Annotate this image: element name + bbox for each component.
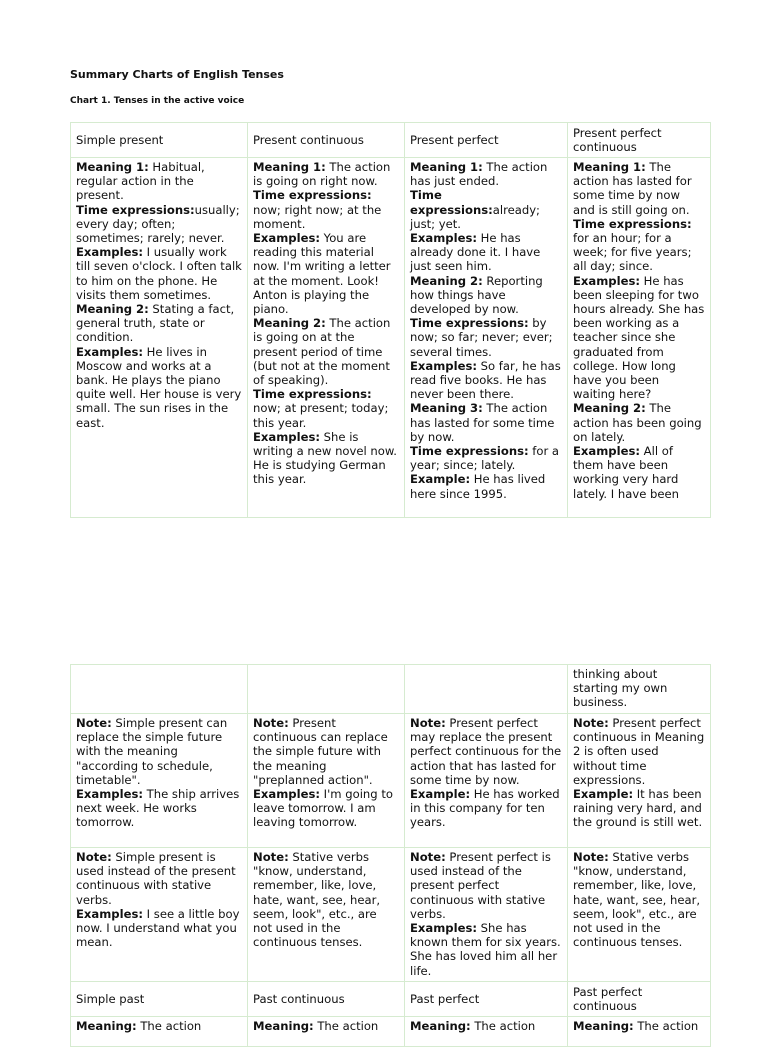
segment-label: Note: — [573, 850, 609, 864]
header-past-perfect: Past perfect — [405, 982, 568, 1017]
header-simple-present: Simple present — [71, 123, 248, 158]
text-segment — [573, 444, 679, 501]
segment-text: The action — [136, 1019, 202, 1033]
segment-label: Note: — [76, 716, 112, 730]
text-segment — [573, 217, 692, 274]
segment-text: by now; so far; never; ever; several times. — [410, 316, 553, 359]
segment-text: She has known them for six years. She has loved him all her life. — [410, 921, 561, 978]
text-segment — [410, 188, 540, 230]
text-segment — [410, 274, 543, 316]
cut-cell-past-perfect — [405, 1017, 568, 1047]
text-segment — [573, 787, 702, 829]
segment-text: now; right now; at the moment. — [253, 202, 382, 231]
text-segment — [573, 160, 692, 217]
segment-label: Meaning 2: — [76, 302, 149, 317]
segment-text: Present perfect is used instead of the present perfect continuous with stative verbs. — [410, 850, 551, 921]
segment-text: He lives in Moscow and works at a bank. He plays the piano quite well. Her house is very small. The sun rises in the east. — [76, 344, 242, 430]
segment-label: Note: — [410, 716, 446, 730]
segment-text: The action has lasted for some time by now. — [410, 401, 555, 444]
cut-cell-simple-past — [71, 1017, 248, 1047]
segment-text: The action has been going on lately. — [573, 401, 702, 444]
segment-text: He has worked in this company for ten years. — [410, 787, 560, 830]
text-segment — [573, 1019, 698, 1033]
segment-label: Examples: — [253, 787, 320, 802]
text-segment — [76, 850, 236, 907]
segment-text: I usually work till seven o'clock. I often talk to him on the phone. He visits them sometimes. — [76, 245, 242, 302]
segment-label: Note: — [253, 716, 289, 730]
header-present-continuous: Present continuous — [248, 123, 405, 158]
segment-text: for an hour; for a week; for five years; all day; since. — [573, 231, 692, 274]
text-segment — [573, 274, 704, 402]
segment-label: Examples: — [410, 358, 477, 373]
text-segment — [253, 188, 381, 230]
segment-label: Examples: — [76, 344, 143, 359]
text-segment — [573, 850, 700, 949]
segment-label: Meaning 3: — [410, 401, 483, 416]
segment-label: Time expressions: — [253, 188, 372, 203]
note-present-continuous-future — [248, 714, 405, 848]
text-segment — [253, 316, 390, 387]
text-segment — [253, 1019, 378, 1033]
segment-text: Reporting how things have developed by now. — [410, 273, 543, 317]
segment-text: You are reading this material now. I'm writing a letter at the moment. Look! Anton is playing the piano. — [253, 231, 391, 317]
segment-text: Stative verbs "know, understand, remember, like, love, hate, want, see, hear, seem, look", etc., are not used in the continuous tenses. — [573, 850, 701, 950]
segment-text: I see a little boy now. I understand what you mean. — [76, 906, 240, 950]
note-present-perfect — [405, 714, 568, 848]
header-present-perfect-continuous: Present perfect continuous — [568, 123, 711, 158]
segment-text: now; at present; today; this year. — [253, 401, 389, 430]
segment-label: Time expressions: — [410, 316, 529, 331]
text-segment — [76, 345, 241, 430]
text-segment — [76, 716, 227, 787]
segment-text: Habitual, regular action in the present. — [76, 160, 205, 203]
text-segment — [410, 716, 561, 787]
text-segment — [410, 472, 545, 500]
segment-text: It has been raining very hard, and the ground is still wet. — [573, 787, 703, 830]
segment-label: Time expressions: — [76, 202, 195, 217]
segment-label: Time expressions: — [410, 444, 529, 459]
text-segment — [573, 401, 702, 443]
segment-label: Examples: — [76, 787, 143, 802]
segment-label: Time expressions: — [573, 216, 692, 231]
segment-text: The action has just ended. — [410, 160, 548, 189]
segment-text: Present continuous can replace the simple future with the meaning "preplanned action". — [253, 716, 388, 787]
cell-present-perfect-continuous — [568, 158, 711, 518]
text-segment — [253, 160, 390, 188]
segment-text: usually; every day; often; sometimes; rarely; never. — [76, 202, 240, 246]
segment-text: Present perfect may replace the present perfect continuous for the action that has lasted for some time by now. — [410, 716, 562, 787]
segment-label: Meaning: — [76, 1019, 137, 1033]
text-segment — [253, 787, 393, 829]
header-past-perfect-continuous: Past perfect continuous — [568, 982, 711, 1017]
text-segment — [410, 231, 540, 273]
text-segment — [410, 160, 547, 188]
text-segment — [76, 302, 234, 344]
segment-text: The action is going on right now. — [253, 160, 391, 189]
segment-label: Examples: — [573, 273, 640, 288]
segment-text: Stating a fact, general truth, state or condition. — [76, 302, 235, 345]
tenses-table-part-2 — [70, 664, 711, 1047]
segment-label: Meaning 1: — [76, 160, 149, 174]
text-segment — [76, 787, 239, 829]
segment-label: Note: — [76, 850, 112, 864]
text-segment — [410, 359, 561, 401]
segment-label: Meaning 1: — [253, 160, 326, 174]
header-simple-past: Simple past — [71, 982, 248, 1017]
tenses-table-part-1 — [70, 122, 711, 518]
text-segment — [410, 921, 561, 978]
cell-simple-present — [71, 158, 248, 518]
segment-label: Time expressions: — [253, 387, 372, 402]
text-segment — [410, 444, 559, 472]
chart-1-title: Chart 1. Tenses in the active voice — [70, 96, 245, 106]
segment-text: The action is going on at the present period of time (but not at the moment of speaking). — [253, 316, 391, 388]
note-present-perfect-continuous — [568, 714, 711, 848]
segment-label: Meaning 2: — [410, 273, 483, 288]
segment-label: Meaning 1: — [573, 160, 646, 174]
text-segment — [76, 203, 240, 245]
text-segment — [76, 245, 242, 302]
segment-text: He has been sleeping for two hours already. She has been working as a teacher since she graduated from college. How long have you been waiting here? — [573, 273, 705, 402]
continuation-cell-3 — [405, 665, 568, 714]
segment-label: Example: — [410, 787, 471, 802]
segment-text: He has lived here since 1995. — [410, 472, 546, 501]
segment-label: Meaning: — [253, 1019, 314, 1033]
segment-text: Stative verbs "know, understand, remember, like, love, hate, want, see, hear, seem, look", etc., are not used in the continuous tenses. — [253, 850, 381, 950]
text-segment — [253, 850, 380, 949]
segment-text: Present perfect continuous in Meaning 2 is often used without time expressions. — [573, 716, 705, 787]
document-title: Summary Charts of English Tenses — [70, 68, 284, 81]
segment-label: Meaning: — [573, 1019, 634, 1033]
cut-cell-past-perfect-continuous — [568, 1017, 711, 1047]
note-simple-present-stative — [71, 848, 248, 982]
segment-text: The action has lasted for some time by now and is still going on. — [573, 160, 692, 217]
segment-label: Time expressions: — [410, 188, 493, 217]
cut-cell-past-continuous — [248, 1017, 405, 1047]
text-segment — [573, 716, 704, 787]
cell-present-continuous — [248, 158, 405, 518]
note-stative-verbs-1 — [248, 848, 405, 982]
segment-text: So far, he has read five books. He has never been there. — [410, 358, 561, 402]
cell-present-perfect — [405, 158, 568, 518]
segment-label: Meaning 1: — [410, 160, 483, 174]
segment-label: Note: — [410, 850, 446, 864]
text-segment — [76, 1019, 201, 1033]
text-segment — [253, 716, 388, 787]
header-past-continuous: Past continuous — [248, 982, 405, 1017]
text-segment — [410, 316, 553, 358]
segment-label: Examples: — [573, 444, 640, 459]
segment-text: The action — [470, 1019, 536, 1033]
text-segment — [253, 430, 397, 487]
segment-text: The ship arrives next week. He works tomorrow. — [76, 787, 240, 830]
segment-text: already; just; yet. — [410, 202, 540, 231]
segment-label: Example: — [573, 787, 634, 802]
note-present-perfect-stative — [405, 848, 568, 982]
segment-text: She is writing a new novel now. He is studying German this year. — [253, 429, 397, 487]
text-segment — [76, 160, 205, 202]
segment-label: Examples: — [410, 231, 477, 246]
header-present-perfect: Present perfect — [405, 123, 568, 158]
segment-label: Examples: — [76, 245, 143, 260]
segment-text: All of them have been working very hard lately. I have been — [573, 444, 680, 501]
segment-label: Examples: — [253, 429, 320, 444]
continuation-cell-4: thinking about starting my own business. — [568, 665, 711, 714]
segment-text: The action — [633, 1019, 699, 1033]
text-segment — [253, 231, 391, 316]
segment-text: Simple present can replace the simple future with the meaning "according to schedule, timetable". — [76, 716, 228, 787]
text-segment — [410, 787, 560, 829]
segment-label: Examples: — [253, 231, 320, 246]
segment-label: Examples: — [76, 906, 143, 921]
note-simple-present-future — [71, 714, 248, 848]
segment-text: for a year; since; lately. — [410, 444, 560, 473]
text-segment — [410, 401, 554, 443]
text-segment — [76, 907, 239, 949]
segment-text: He has already done it. I have just seen him. — [410, 231, 541, 274]
continuation-cell-1 — [71, 665, 248, 714]
segment-text: I'm going to leave tomorrow. I am leaving tomorrow. — [253, 787, 393, 830]
segment-label: Example: — [410, 472, 471, 487]
text-segment — [410, 850, 551, 921]
segment-label: Note: — [573, 716, 609, 730]
segment-label: Meaning 2: — [253, 316, 326, 331]
text-segment — [410, 1019, 535, 1033]
segment-text: The action — [313, 1019, 379, 1033]
segment-label: Examples: — [410, 921, 477, 936]
segment-label: Meaning: — [410, 1019, 471, 1033]
note-stative-verbs-2 — [568, 848, 711, 982]
text-segment — [253, 387, 388, 429]
segment-label: Meaning 2: — [573, 401, 646, 416]
segment-text: Simple present is used instead of the present continuous with stative verbs. — [76, 850, 236, 907]
continuation-cell-2 — [248, 665, 405, 714]
segment-label: Note: — [253, 850, 289, 864]
